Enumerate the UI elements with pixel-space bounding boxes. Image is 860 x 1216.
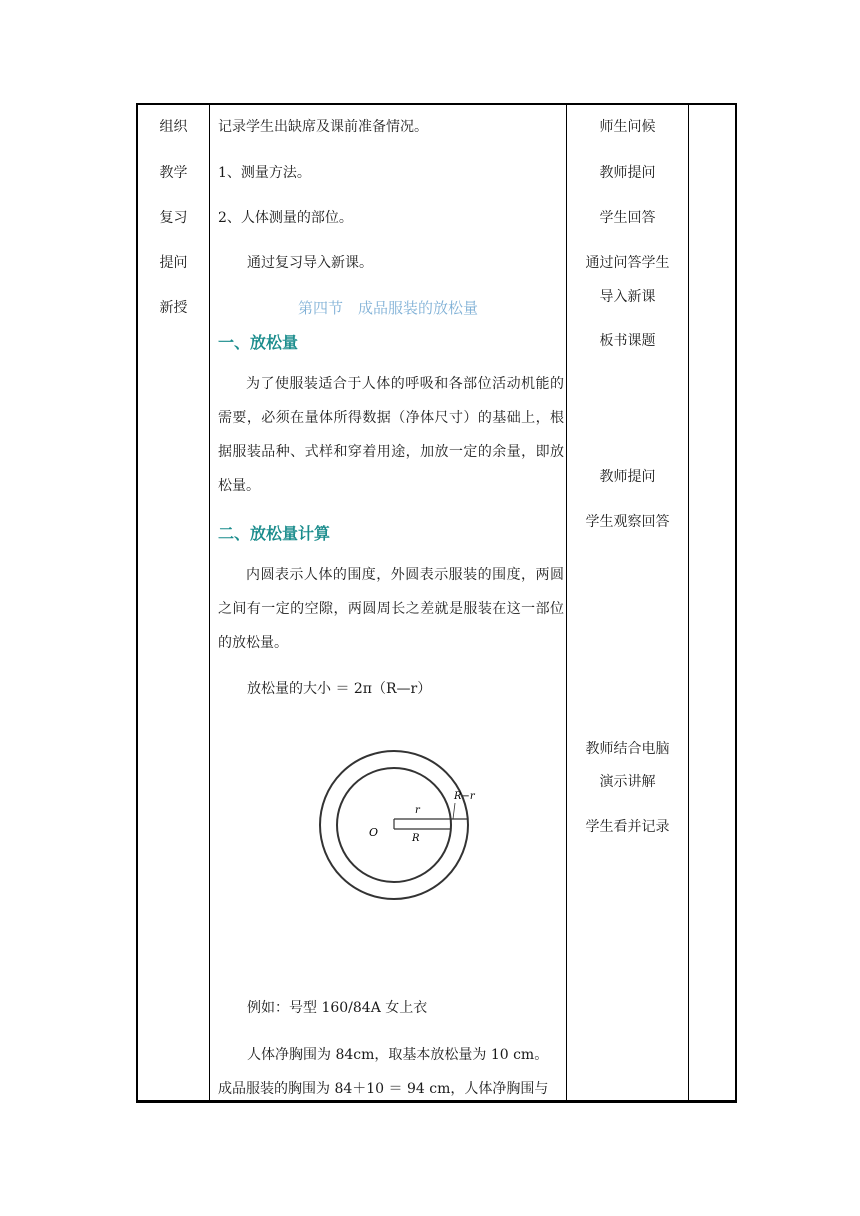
content-line: 成品服装的胸围为 84＋10 ＝ 94 cm，人体净胸围与	[218, 1081, 549, 1097]
heading: 一、放松量	[218, 333, 299, 352]
content-line: 记录学生出缺席及课前准备情况。	[218, 119, 428, 135]
stage-label: 提问	[159, 255, 188, 271]
formula: 放松量的大小 ＝ 2π（R—r）	[247, 681, 432, 697]
activity-label: 教师结合电脑	[585, 741, 670, 757]
outer-radius-label: R	[412, 833, 420, 844]
stage-label: 组织	[159, 119, 188, 135]
lesson-table	[136, 103, 737, 1103]
paragraph: 内圆表示人体的围度，外圆表示服装的围度，两圆之间有一定的空隙，两圆周长之差就是服装在这一部位的放松量。	[218, 567, 564, 651]
section-title: 第四节 成品服装的放松量	[297, 299, 478, 317]
column-divider	[688, 105, 689, 1100]
activity-label: 师生问候	[599, 119, 656, 135]
stage-label: 新授	[159, 300, 188, 316]
column-divider	[209, 105, 210, 1100]
activity-label: 板书课题	[599, 333, 656, 349]
activity-label: 通过问答学生	[585, 255, 670, 271]
activity-label: 教师提问	[599, 165, 656, 181]
center-label: O	[369, 826, 379, 839]
activity-label: 演示讲解	[599, 774, 656, 790]
activity-label: 导入新课	[599, 289, 656, 305]
activity-label: 学生看并记录	[585, 819, 670, 835]
heading: 二、放松量计算	[218, 524, 331, 543]
inner-radius-label: r	[415, 805, 420, 816]
concentric-circles-figure	[308, 745, 478, 905]
activity-label: 学生观察回答	[585, 514, 670, 530]
example-line: 例如：号型 160/84A 女上衣	[247, 1000, 428, 1016]
stage-label: 教学	[159, 165, 188, 181]
activity-label: 教师提问	[599, 469, 656, 485]
difference-label: R−r	[454, 791, 475, 802]
paragraph: 为了使服装适合于人体的呼吸和各部位活动机能的需要，必须在量体所得数据（净体尺寸）的基础上，根据服装品种、式样和穿着用途，加放一定的余量，即放松量。	[218, 376, 564, 494]
activity-label: 学生回答	[599, 210, 656, 226]
stage-label: 复习	[159, 210, 188, 226]
content-line: 1、测量方法。	[218, 165, 311, 181]
content-line: 2、人体测量的部位。	[218, 210, 353, 226]
content-line: 通过复习导入新课。	[247, 255, 373, 271]
content-line: 人体净胸围为 84cm，取基本放松量为 10 cm。	[247, 1047, 549, 1063]
